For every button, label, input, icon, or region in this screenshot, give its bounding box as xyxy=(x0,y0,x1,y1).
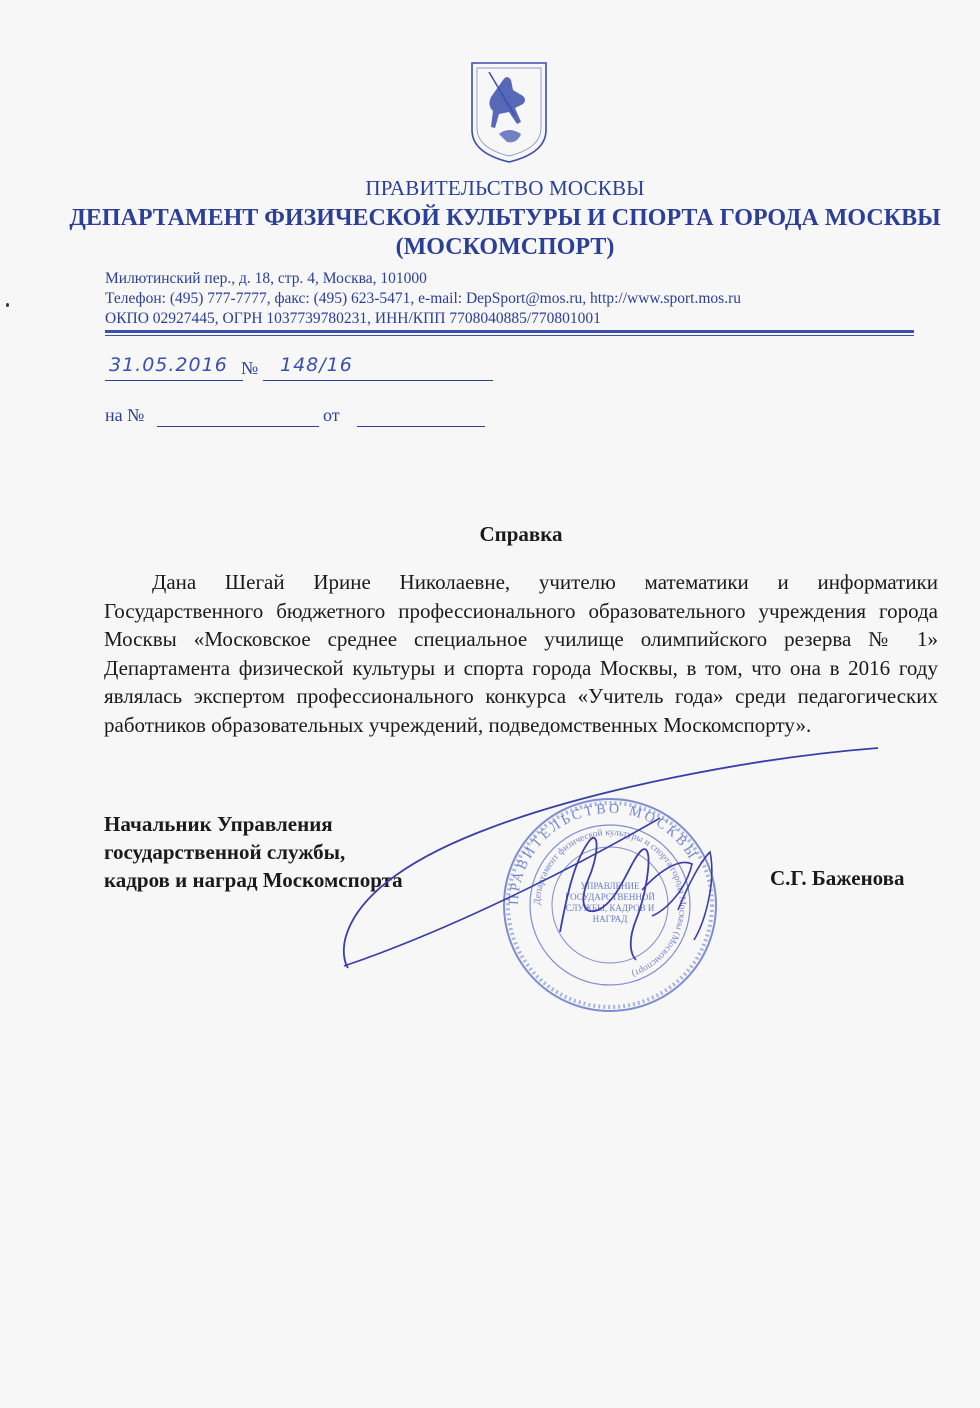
reference-date-underline xyxy=(357,426,485,427)
signer-name: С.Г. Баженова xyxy=(770,866,905,890)
handwritten-signature xyxy=(330,740,890,980)
department-name: ДЕПАРТАМЕНТ ФИЗИЧЕСКОЙ КУЛЬТУРЫ И СПОРТА ГОРОДА МОСКВЫ xyxy=(69,205,941,231)
stamp-center-text: УПРАВЛЕНИЕ ГОСУДАРСТВЕННОЙ СЛУЖБЫ, КАДРОВ И НАГРАД xyxy=(565,881,655,924)
document-title: Справка xyxy=(479,522,563,546)
stamp-outer-text: ПРАВИТЕЛЬСТВО МОСКВЫ xyxy=(506,801,701,906)
contact-line: Телефон: (495) 777-7777, факс: (495) 623-5471, e-mail: DepSport@mos.ru, http://www.sport.mos.ru xyxy=(105,290,741,307)
signer-position-line: Начальник Управления xyxy=(104,812,333,836)
department-short-name: (МОСКОМСПОРТ) xyxy=(395,234,615,260)
address-line: Милютинский пер., д. 18, стр. 4, Москва, 101000 xyxy=(105,270,427,287)
handwritten-number: 148/16 xyxy=(280,354,353,376)
scan-speck xyxy=(6,303,9,307)
outgoing-number-row xyxy=(105,354,495,384)
signer-position-line: государственной службы, xyxy=(104,840,346,864)
signer-position-line: кадров и наград Москомспорта xyxy=(104,868,403,892)
handwritten-date: 31.05.2016 xyxy=(109,354,228,376)
reference-prefix: на № xyxy=(105,405,145,425)
date-underline xyxy=(105,380,243,381)
reference-number-underline xyxy=(157,426,319,427)
document-body: Дана Шегай Ирине Николаевне, учителю математики и информатики Государственного бюджетного профессионального образовательного учреждения города Москвы «Московское среднее специальное училище олимпийского резерва № 1» Департамента физической культуры и спорта города Москвы, в том, что она в 2016 году являлась экспертом профессионального конкурса «Учитель года» среди педагогических работников образовательных учреждений, подведомственных Москомспорту». xyxy=(104,570,938,737)
letterhead-divider xyxy=(105,330,914,333)
reference-from-label: от xyxy=(323,405,340,425)
letterhead-divider-thin xyxy=(105,335,914,336)
reference-row xyxy=(105,405,495,431)
stamp-ring-text: Департамент физической культуры и спорта города Москвы (Москомспорт) xyxy=(532,827,688,979)
number-sign: № xyxy=(241,358,259,378)
number-underline xyxy=(263,380,493,381)
government-name: ПРАВИТЕЛЬСТВО МОСКВЫ xyxy=(365,176,645,200)
registration-codes-line: ОКПО 02927445, ОГРН 1037739780231, ИНН/КПП 7708040885/770801001 xyxy=(105,310,601,327)
coat-of-arms-icon xyxy=(469,60,549,165)
